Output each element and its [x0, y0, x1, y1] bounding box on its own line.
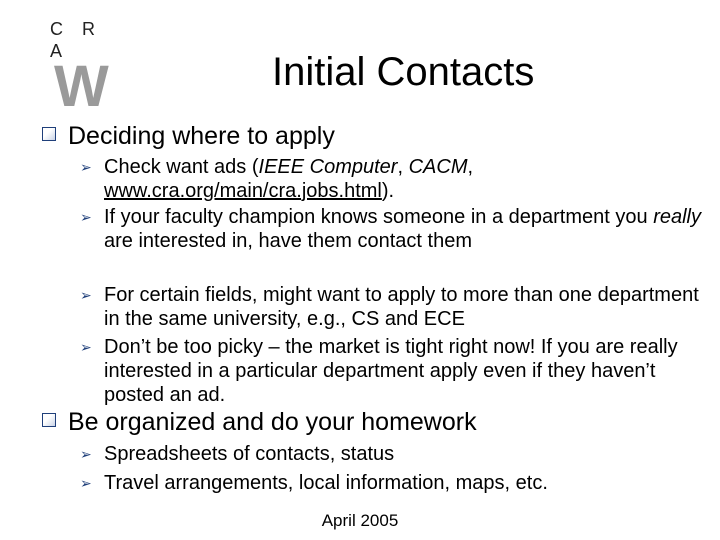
section-heading: Deciding where to apply	[42, 121, 335, 151]
footer-date: April 2005	[321, 511, 399, 530]
list-item: ➢ Check want ads (IEEE Computer, CACM, www.cra.org/main/cra.jobs.html).	[80, 156, 474, 202]
list-item: ➢ Don’t be too picky – the market is tight right now! If you are really interested in a particular department apply even if they haven’t posted an ad.	[80, 336, 678, 406]
jobs-link[interactable]: www.cra.org/main/cra.jobs.html	[104, 180, 382, 202]
checkbox-icon	[42, 127, 56, 141]
arrow-bullet-icon: ➢	[80, 475, 92, 491]
list-item: ➢ Travel arrangements, local information, maps, etc.	[80, 472, 548, 494]
arrow-bullet-icon: ➢	[80, 339, 92, 355]
slide-title: Initial Contacts	[272, 50, 535, 94]
list-item: ➢ If your faculty champion knows someone in a department you really are interested in, have them contact them	[80, 206, 701, 252]
cra-logo	[50, 18, 130, 119]
arrow-bullet-icon: ➢	[80, 446, 92, 462]
logo-letters: C R A	[50, 19, 102, 61]
arrow-bullet-icon: ➢	[80, 209, 92, 225]
arrow-bullet-icon: ➢	[80, 287, 92, 303]
list-item: ➢ Spreadsheets of contacts, status	[80, 443, 395, 465]
arrow-bullet-icon: ➢	[80, 159, 92, 175]
section-heading: Be organized and do your homework	[42, 407, 477, 437]
list-item: ➢ For certain fields, might want to apply to more than one department in the same university, e.g., CS and ECE	[80, 284, 699, 330]
checkbox-icon	[42, 413, 56, 427]
logo-mark: W	[54, 54, 109, 119]
